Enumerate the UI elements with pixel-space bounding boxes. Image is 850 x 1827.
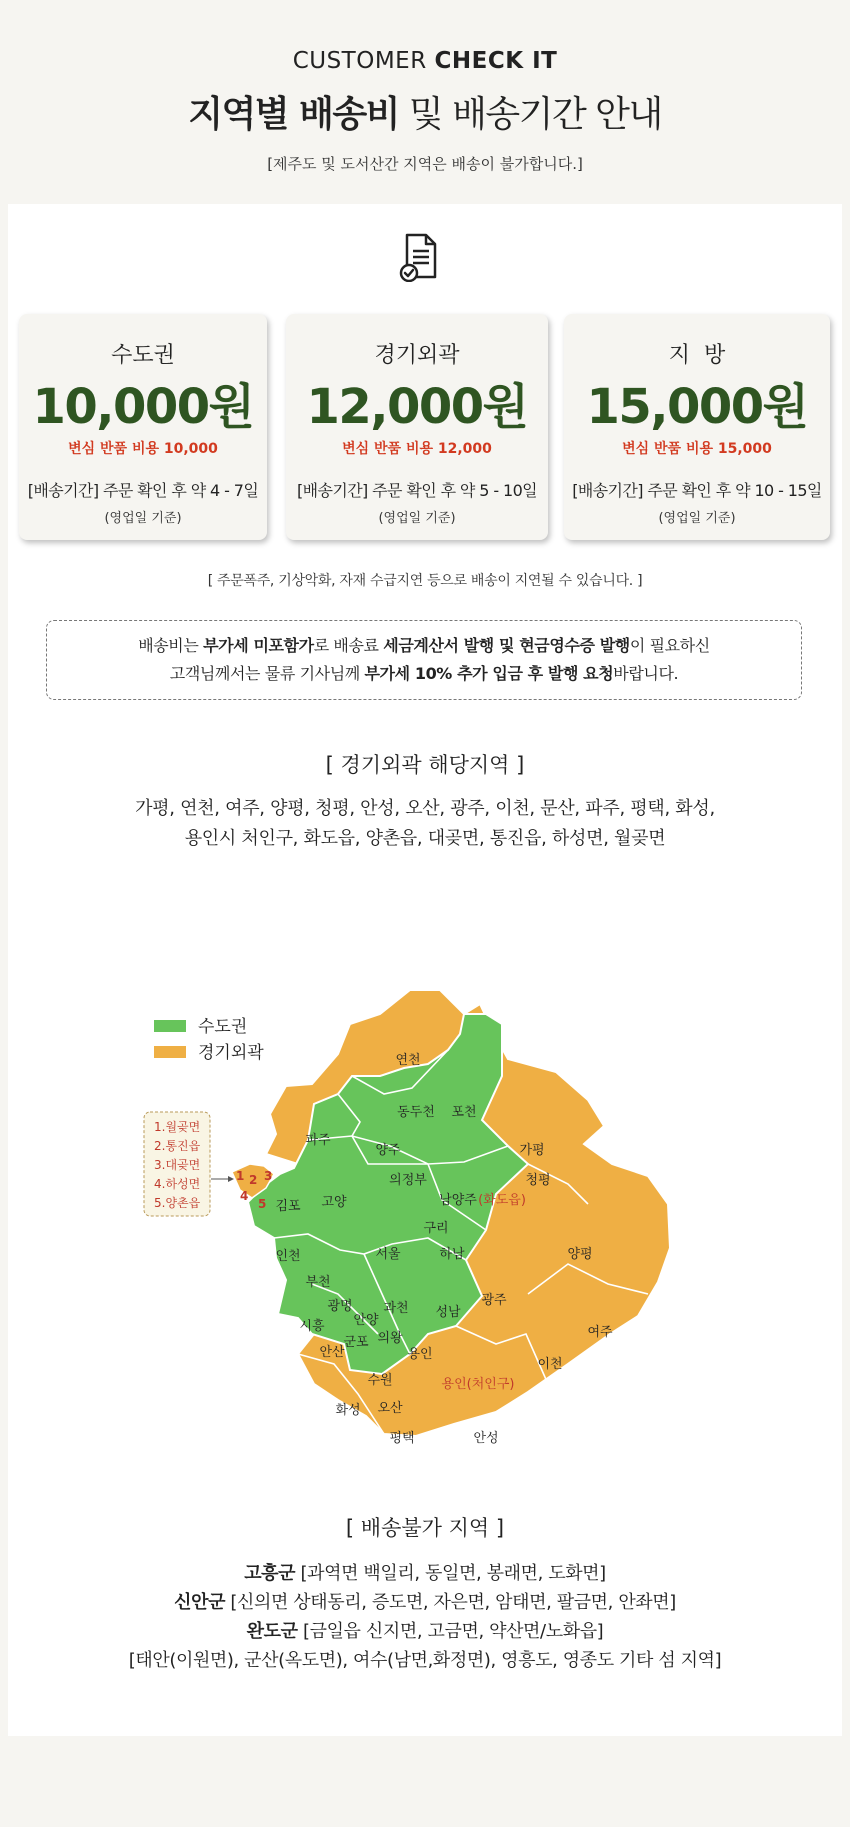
content-panel (8, 204, 842, 1736)
map-label: 광주 (481, 1293, 507, 1308)
map-label: 화성 (335, 1403, 361, 1418)
vat-text: 배송비는 (138, 636, 204, 655)
card-metro (19, 314, 267, 540)
map-label: 남양주 (439, 1193, 477, 1208)
map-label: 안성 (473, 1431, 499, 1446)
map-label: 과천 (383, 1301, 409, 1316)
map-label: 서울 (375, 1247, 401, 1262)
vat-text: 로 배송료 (313, 636, 384, 655)
callout-arrow-icon (228, 1176, 234, 1182)
card-basis: (영업일 기준) (378, 510, 456, 526)
callout-box (144, 1112, 234, 1216)
marker-3: 4 (240, 1189, 249, 1203)
page-header (0, 0, 850, 204)
vat-bold: 세금계산서 발행 및 현금영수증 발행 (383, 636, 630, 655)
outer-region-title: [ 경기외곽 해당지역 ] (325, 753, 525, 777)
eyebrow-bold: CHECK IT (434, 48, 558, 74)
map-label: 이천 (537, 1357, 563, 1372)
map-label: 오산 (377, 1401, 403, 1416)
map-label: 동두천 (397, 1105, 435, 1120)
subnote: [제주도 및 도서산간 지역은 배송이 불가합니다.] (267, 155, 583, 173)
legend-label-metro: 수도권 (198, 1017, 248, 1037)
eyebrow (0, 48, 850, 74)
card-period: [배송기간] 주문 확인 후 약 4 - 7일 (27, 480, 259, 500)
map-label: 청평 (525, 1173, 551, 1188)
vat-text: 바랍니다. (613, 664, 679, 683)
map-label: 포천 (451, 1105, 477, 1120)
map-label: 구리 (423, 1221, 449, 1236)
no-delivery-areas: [금일읍 신지면, 고금면, 약산면/노화읍] (297, 1621, 604, 1642)
callout-item: 4.하성면 (154, 1177, 201, 1191)
marker-2: 2 (249, 1173, 258, 1187)
marker-4: 3 (264, 1169, 273, 1183)
no-delivery-row (8, 1617, 842, 1646)
card-outer (286, 314, 548, 540)
map-label: 성남 (435, 1305, 461, 1320)
no-delivery-row (8, 1559, 842, 1588)
card-price: 15,000원 (586, 379, 808, 435)
outer-region-list (8, 794, 842, 854)
vat-bold: 부가세 10% 추가 입금 후 발행 요청 (364, 664, 614, 683)
map-label: 광명 (327, 1299, 353, 1314)
outer-region-line: 용인시 처인구, 화도읍, 양촌읍, 대곶면, 통진읍, 하성면, 월곶면 (184, 828, 666, 849)
callout-item: 1.월곶면 (154, 1120, 201, 1134)
vat-notice (46, 620, 802, 700)
delivery-region-map (8, 864, 842, 1504)
callout-item: 2.통진읍 (154, 1139, 201, 1153)
no-delivery-row (8, 1646, 842, 1675)
outer-region-line: 가평, 연천, 여주, 양평, 청평, 안성, 오산, 광주, 이천, 문산, 파주, 평택, 화성, (135, 798, 715, 819)
map-label: 파주 (305, 1133, 331, 1148)
no-delivery-county: 신안군 (174, 1592, 226, 1613)
card-period: [배송기간] 주문 확인 후 약 10 - 15일 (572, 480, 822, 500)
vat-text: 고객님께서는 물류 기사님께 (169, 664, 365, 683)
marker-1: 1 (236, 1169, 245, 1183)
card-province (564, 314, 830, 540)
card-title: 경기외곽 (374, 343, 460, 368)
card-title: 지 방 (668, 343, 726, 368)
callout-item: 3.대곶면 (154, 1158, 201, 1172)
map-label: 시흥 (299, 1319, 325, 1334)
map-legend (154, 1017, 264, 1063)
map-label: 김포 (275, 1199, 301, 1214)
card-return-cost: 변심 반품 비용 15,000 (622, 440, 772, 457)
map-label: 의왕 (377, 1331, 403, 1346)
card-period: [배송기간] 주문 확인 후 약 5 - 10일 (296, 480, 537, 500)
no-delivery-areas: [신의면 상태동리, 증도면, 자은면, 암태면, 팔금면, 안좌면] (225, 1592, 676, 1613)
document-check-icon (398, 232, 444, 286)
map-label: 평택 (389, 1431, 415, 1446)
map-label: 하남 (439, 1247, 465, 1262)
vat-text: 이 필요하신 (629, 636, 710, 655)
map-label-highlight: (화도읍) (478, 1193, 526, 1208)
map-label: 양주 (375, 1143, 401, 1158)
map-label: 고양 (321, 1195, 347, 1210)
map-label: 여주 (587, 1325, 613, 1340)
title-bold: 지역별 배송비 (188, 94, 399, 135)
vat-bold: 부가세 미포함가 (203, 636, 314, 655)
card-return-cost: 변심 반품 비용 12,000 (342, 440, 492, 457)
no-delivery-list (8, 1559, 842, 1675)
map-label: 부천 (305, 1275, 331, 1290)
legend-swatch-outer (154, 1046, 186, 1058)
card-price: 12,000원 (306, 379, 528, 435)
no-delivery-areas: [태안(이원면), 군산(옥도면), 여수(남면,화정면), 영흥도, 영종도 기타 섬 지역] (128, 1650, 722, 1671)
card-basis: (영업일 기준) (658, 510, 736, 526)
map-label: 안양 (353, 1313, 379, 1328)
map-label: 인천 (275, 1249, 301, 1264)
callout-item: 5.양촌읍 (154, 1196, 201, 1210)
card-price: 10,000원 (32, 379, 254, 435)
no-delivery-title: [ 배송불가 지역 ] (345, 1516, 505, 1540)
delay-note: [ 주문폭주, 기상악화, 자재 수급지연 등으로 배송이 지연될 수 있습니다. ] (207, 573, 643, 589)
marker-5: 5 (258, 1197, 267, 1211)
map-label: 의정부 (389, 1173, 427, 1188)
map-label: 군포 (343, 1335, 369, 1350)
map-label: 양평 (567, 1247, 593, 1262)
card-title: 수도권 (111, 343, 175, 368)
title-light: 및 배송기간 안내 (408, 94, 662, 135)
legend-swatch-metro (154, 1020, 186, 1032)
no-delivery-county: 고흥군 (244, 1563, 296, 1584)
map-label: 용인 (407, 1347, 433, 1362)
map-label-highlight: 용인(처인구) (441, 1377, 515, 1392)
no-delivery-county: 완도군 (246, 1621, 298, 1642)
card-return-cost: 변심 반품 비용 10,000 (68, 440, 218, 457)
page-title (0, 86, 850, 137)
map-label: 안산 (319, 1345, 345, 1360)
no-delivery-row (8, 1588, 842, 1617)
map-label: 수원 (367, 1373, 393, 1388)
eyebrow-light: CUSTOMER (292, 48, 427, 74)
legend-label-outer: 경기외곽 (198, 1043, 264, 1063)
no-delivery-areas: [과역면 백일리, 동일면, 봉래면, 도화면] (295, 1563, 606, 1584)
map-label: 연천 (395, 1053, 421, 1068)
map-label: 가평 (519, 1143, 545, 1158)
card-basis: (영업일 기준) (104, 510, 182, 526)
